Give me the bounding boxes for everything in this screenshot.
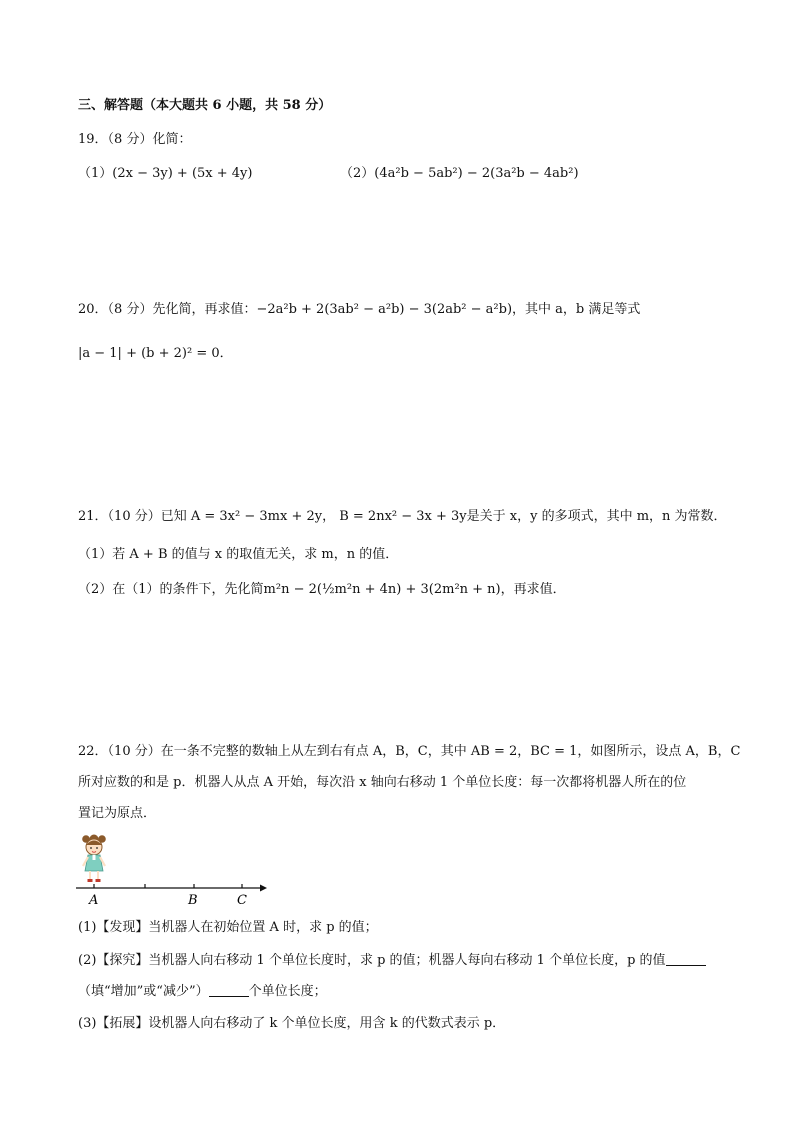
section-title: 三、解答题（本大题共 6 小题，共 58 分） [78, 98, 332, 113]
robot-girl-icon [82, 835, 106, 883]
q19-part2-expr: (4a²b − 5ab²) − 2(3a²b − 4ab²) [374, 166, 579, 181]
q22-sub2-line1 [78, 951, 706, 971]
q21-part2-pre: （2）在（1）的条件下，先化简 [78, 582, 264, 597]
q22-sub2-line2 [78, 982, 327, 1002]
answer-blank-1[interactable] [666, 953, 706, 966]
axis-label-b: B [188, 893, 198, 908]
q19-part1-expr: (2x − 3y) + (5x + 4y) [112, 166, 253, 181]
q19-part2 [340, 164, 579, 184]
q19-part2-label: （2） [340, 166, 375, 181]
q22-sub3: (3)【拓展】设机器人向右移动了 k 个单位长度，用含 k 的代数式表示 p． [78, 1016, 506, 1031]
q22-sub2-text: (2)【探究】当机器人向右移动 1 个单位长度时，求 p 的值；机器人每向右移动 1 个单位长度，p 的值 [78, 953, 666, 968]
q21-part2-post: ，再求值． [500, 582, 566, 597]
axis-label-c: C [237, 893, 247, 908]
q22-sub1: (1)【发现】当机器人在初始位置 A 时，求 p 的值； [78, 920, 378, 935]
q20-header: 20．（8 分）先化简，再求值： [78, 302, 257, 317]
q21-part2-expr: m²n − 2(½m²n + 4n) + 3(2m²n + n) [263, 582, 501, 597]
q22-line3: 置记为原点． [78, 806, 157, 821]
q19-part1-label: （1） [78, 166, 113, 181]
q20-expression: −2a²b + 2(3ab² − a²b) − 3(2ab² − a²b) [256, 302, 513, 317]
q22-sub2-hint: （填“增加”或“减少”） [78, 984, 209, 999]
q20-equation: |a − 1| + (b + 2)² = 0． [78, 346, 233, 361]
answer-blank-2[interactable] [209, 984, 249, 997]
q22-line1: 22．（10 分）在一条不完整的数轴上从左到右有点 A，B，C，其中 AB = 2，BC = 1，如图所示，设点 A，B，C [78, 744, 741, 759]
q22-sub2-unit: 个单位长度； [248, 984, 327, 999]
q20-line1 [78, 300, 640, 320]
q19-header: 19．（8 分）化简： [78, 132, 192, 147]
axis-arrow-icon [260, 885, 267, 892]
number-line-figure [72, 826, 272, 908]
q22-line2: 所对应数的和是 p．机器人从点 A 开始，每次沿 x 轴向右移动 1 个单位长度：每一次都将机器人所在的位 [78, 775, 687, 790]
q21-line1: 21．（10 分）已知 A = 3x² − 3mx + 2y， B = 2nx² − 3x + 3y是关于 x，y 的多项式，其中 m，n 为常数． [78, 509, 727, 524]
q21-def-a: A = 3x² − 3mx + 2y [190, 509, 323, 524]
q21-def-b: B = 2nx² − 3x + 3y [339, 509, 467, 524]
axis-label-a: A [89, 893, 99, 908]
q21-tail: 是关于 x，y 的多项式，其中 m，n 为常数． [466, 509, 727, 524]
q21-part2 [78, 580, 566, 600]
q21-header: 21．（10 分）已知 [78, 509, 187, 524]
q20-condition: ，其中 a，b 满足等式 [512, 302, 641, 317]
q19-part1 [78, 164, 252, 184]
q21-part1: （1）若 A + B 的值与 x 的取值无关，求 m，n 的值． [78, 547, 399, 562]
